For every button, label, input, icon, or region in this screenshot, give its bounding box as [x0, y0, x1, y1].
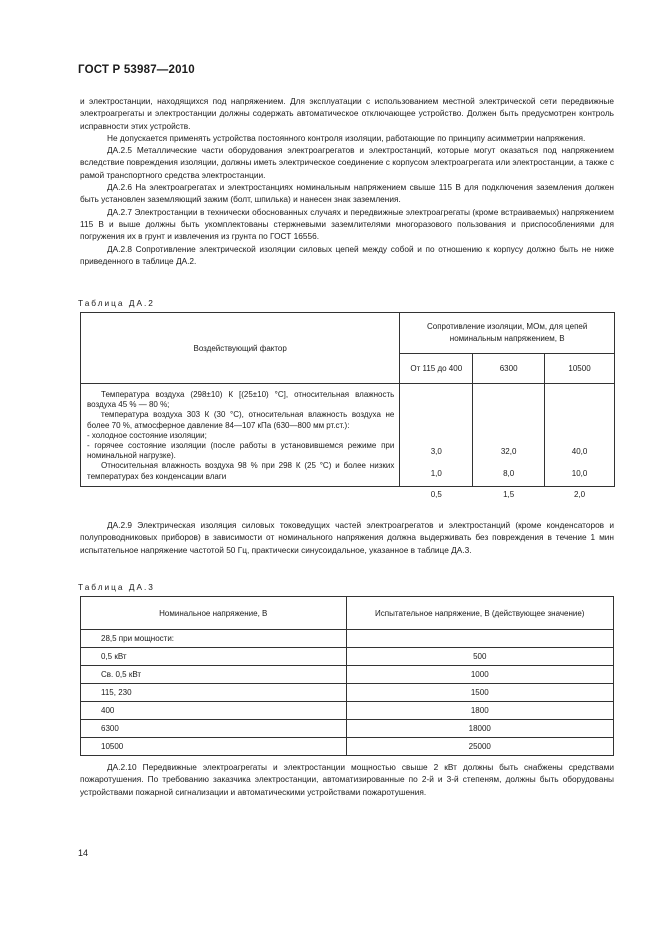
nominal-cell: 115, 230: [81, 684, 347, 702]
paragraph: Не допускается применять устройства постоянного контроля изоляции, работающие по принципу асимметрии напряжения.: [107, 132, 586, 143]
table-row: [81, 648, 614, 666]
col-header-resistance: [400, 313, 615, 354]
paragraph: ДА.2.6 На электроагрегатах и электростанциях номинальным напряжением свыше 115 В для подключения заземления должен быть установлен заземляющий зажим (болт, шпилька) и нанесен знак заземления.: [80, 182, 614, 205]
table-row: [81, 630, 614, 648]
value-cell: 1,0: [430, 469, 442, 478]
value-cell: 10,0: [571, 469, 588, 478]
value-column: [545, 384, 615, 499]
nominal-cell: Св. 0,5 кВт: [81, 666, 347, 684]
test-cell: 1000: [346, 666, 614, 684]
factor-line: - горячее состояние изоляции (после работы в установившемся режиме при номинальной нагрузке).: [87, 441, 395, 461]
value-cell: 32,0: [500, 447, 517, 456]
paragraph: ДА.2.5 Металлические части оборудования электроагрегатов и электростанций, которые могут оказаться под напряжением вследствие повреждения изоляции, должны иметь электрическое соединение с корпусом электроагрегата или электростанции, а также с рамой транспортного средства электростанции.: [80, 145, 614, 180]
value-column: [400, 384, 473, 499]
factor-line: - холодное состояние изоляции;: [87, 430, 207, 440]
test-cell: 18000: [346, 720, 614, 738]
value-cell: 2,0: [573, 490, 586, 499]
clause-da210: [80, 761, 614, 798]
test-cell: 500: [346, 648, 614, 666]
col-header-test: Испытательное напряжение, В (действующее значение): [346, 597, 614, 630]
paragraph: ДА.2.10 Передвижные электроагрегаты и электростанции мощностью свыше 2 кВт должны быть снабжены средствами пожаротушения. По требованию заказчика электростанции, автоматизированные по 2-й и 3-й степеням, должны быть оборудованы устройствами пожарной сигнализации и автоматическими устройствами пожаротушения.: [80, 762, 614, 797]
table-row: [81, 720, 614, 738]
col-header-resistance-text: Сопротивление изоляции, МОм, для цепей номинальным напряжением, В: [426, 322, 588, 343]
nominal-cell: 6300: [81, 720, 347, 738]
nominal-cell: 10500: [81, 738, 347, 756]
page-number: 14: [78, 848, 89, 858]
factor-line: температура воздуха 303 К (30 °С), относительная влажность воздуха не более 70 %, атмосферное давление 84—107 кПа (630—800 мм рт.ст.):: [87, 410, 395, 430]
table3-caption: Таблица ДА.3: [78, 582, 155, 592]
clause-da29: [80, 519, 614, 556]
document-header: ГОСТ Р 53987—2010: [78, 64, 195, 76]
value-column: [473, 384, 545, 499]
test-cell: 1500: [346, 684, 614, 702]
value-cell: 40,0: [571, 447, 588, 456]
nominal-cell: 0,5 кВт: [81, 648, 347, 666]
col-header-nominal: Номинальное напряжение, В: [81, 597, 347, 630]
value-cell: 8,0: [503, 469, 515, 478]
sub-header: 10500: [545, 354, 615, 384]
paragraph: ДА.2.8 Сопротивление электрической изоляции силовых цепей между собой и по отношению к корпусу должно быть не ниже приведенного в таблице ДА.2.: [80, 243, 614, 266]
table-row: [81, 666, 614, 684]
test-cell: 25000: [346, 738, 614, 756]
table-row: [81, 738, 614, 756]
paragraph: ДА.2.7 Электростанции в технически обоснованных случаях и передвижные электроагрегаты (кроме встраиваемых) напряжением 115 В и выше должны быть укомплектованы стержневыми заземлителями многоразового пользования и приспособлениями для погружения их в грунт и извлечения из грунта по ГОСТ 16556.: [80, 206, 614, 242]
paragraph: и электростанции, находящихся под напряжением. Для эксплуатации с использованием местной электрической сети передвижные электроагрегаты и электростанции должны содержать автоматическое отключающее устройство. Должен быть предусмотрен контроль исправности этих устройств.: [80, 96, 614, 131]
value-cell: 0,5: [430, 490, 442, 499]
factor-line: Относительная влажность воздуха 98 % при 298 К (25 °С) и более низких температурах без конденсации влаги: [87, 461, 395, 481]
value-cell: 1,5: [503, 490, 515, 499]
table2-caption: Таблица ДА.2: [78, 298, 155, 308]
table-row: [81, 702, 614, 720]
intro-text: [80, 95, 614, 267]
nominal-cell: 28,5 при мощности:: [81, 630, 347, 648]
factor-cell: [81, 384, 400, 487]
test-cell: [346, 630, 614, 648]
sub-header: 6300: [473, 354, 545, 384]
col-header-factor: Воздействующий фактор: [81, 313, 400, 384]
paragraph: ДА.2.9 Электрическая изоляция силовых токоведущих частей электроагрегатов и электростанций (кроме конденсаторов и полупроводниковых приборов) в зависимости от номинального напряжения должна выдерживать без повреждения в течение 1 мин испытательное напряжение частотой 50 Гц, практически синусоидальное, указанное в таблице ДА.3.: [80, 520, 614, 555]
nominal-cell: 400: [81, 702, 347, 720]
table-row: [81, 684, 614, 702]
value-cell: 3,0: [430, 447, 442, 456]
table-da3: [80, 596, 614, 756]
test-cell: 1800: [346, 702, 614, 720]
table-da2: [80, 312, 615, 499]
factor-line: Температура воздуха (298±10) К [(25±10) °С], относительная влажность воздуха 45 % — 80 %;: [87, 390, 395, 410]
sub-header: От 115 до 400: [400, 354, 473, 384]
